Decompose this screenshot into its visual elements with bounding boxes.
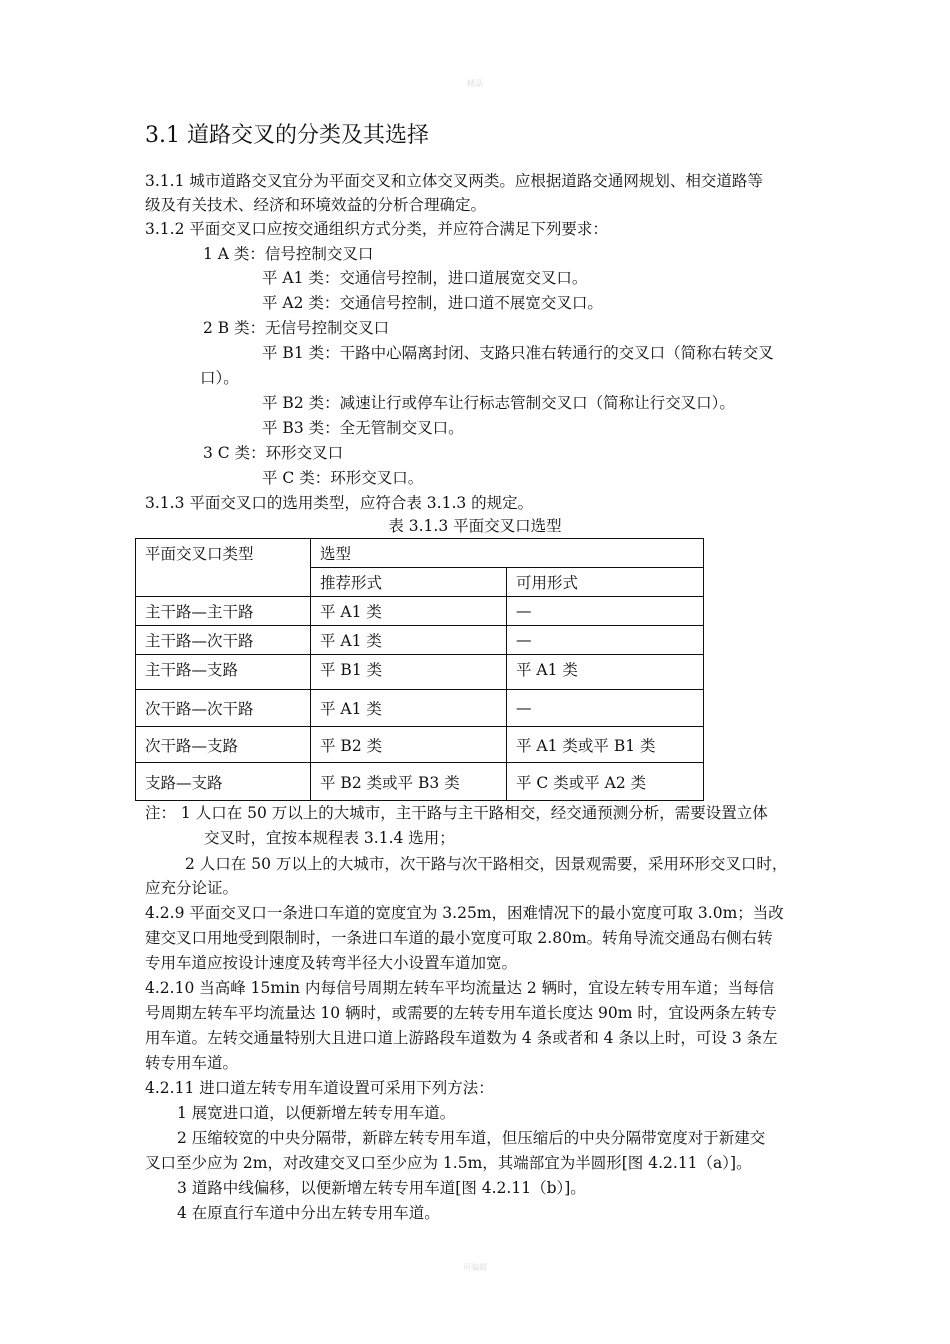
list-item: 2 压缩较宽的中央分隔带，新辟左转专用车道，但压缩后的中央分隔带宽度对于新建交 [177, 1129, 766, 1147]
table-header-recommended: 推荐形式 [311, 568, 507, 597]
watermark-bottom: 可编辑 [463, 1263, 487, 1272]
list-item: 平 B3 类：全无管制交叉口。 [262, 419, 464, 437]
table-row [136, 763, 704, 801]
table-row [136, 655, 704, 690]
paragraph-line: 3.1.3 平面交叉口的选用类型，应符合表 3.1.3 的规定。 [145, 494, 534, 512]
selection-table [135, 538, 704, 801]
note-line: 交叉时，宜按本规程表 3.1.4 选用； [204, 829, 455, 847]
table-cell: 平 A1 类 [507, 655, 704, 690]
note-line: 应充分论证。 [145, 879, 239, 897]
list-item-continuation: 口）。 [200, 369, 239, 387]
table-cell: 支路—支路 [136, 763, 311, 801]
table-cell: — [507, 597, 704, 626]
list-item-continuation: 叉口至少应为 2m，对改建交叉口至少应为 1.5m，其端部宜为半圆形[图 4.2.11（a）]。 [145, 1154, 752, 1172]
list-item: 平 A1 类：交通信号控制，进口道展宽交叉口。 [262, 269, 588, 287]
table-header-available: 可用形式 [507, 568, 704, 597]
table-row [136, 597, 704, 626]
table-header-selection: 选型 [311, 539, 704, 568]
list-item: 1 A 类：信号控制交叉口 [203, 245, 374, 263]
table-cell: 次干路—支路 [136, 727, 311, 763]
paragraph-line: 4.2.11 进口道左转专用车道设置可采用下列方法： [145, 1079, 494, 1097]
list-item: 平 C 类：环形交叉口。 [262, 469, 424, 487]
table-cell: 平 B1 类 [311, 655, 507, 690]
table-header-type: 平面交叉口类型 [136, 539, 311, 597]
table-caption: 表 3.1.3 平面交叉口选型 [388, 517, 562, 535]
page-title: 3.1 道路交叉的分类及其选择 [145, 123, 429, 148]
paragraph-line: 号周期左转车平均流量达 10 辆时，或需要的左转专用车道长度达 90m 时，宜设两条左转专 [145, 1004, 777, 1022]
list-item: 3 C 类：环形交叉口 [203, 444, 344, 462]
table-cell: 平 B2 类或平 B3 类 [311, 763, 507, 801]
list-item: 3 道路中线偏移，以便新增左转专用车道[图 4.2.11（b）]。 [177, 1179, 586, 1197]
table-row [136, 727, 704, 763]
paragraph-line: 4.2.9 平面交叉口一条进口车道的宽度宜为 3.25m，困难情况下的最小宽度可取 3.0m；当改 [145, 904, 784, 922]
table-cell: — [507, 690, 704, 727]
table-cell: 次干路—次干路 [136, 690, 311, 727]
watermark-top: 精品 [467, 79, 483, 88]
list-item: 4 在原直行车道中分出左转专用车道。 [177, 1204, 440, 1222]
paragraph-line: 专用车道应按设计速度及转弯半径大小设置车道加宽。 [145, 954, 518, 972]
table-row [136, 626, 704, 655]
paragraph-line: 级及有关技术、经济和环境效益的分析合理确定。 [145, 196, 487, 214]
table-cell: 主干路—主干路 [136, 597, 311, 626]
paragraph-line: 用车道。左转交通量特别大且进口道上游路段车道数为 4 条或者和 4 条以上时，可设 3 条左 [145, 1029, 778, 1047]
paragraph-line: 转专用车道。 [145, 1054, 239, 1072]
table-cell: 平 A1 类或平 B1 类 [507, 727, 704, 763]
note-line: 2 人口在 50 万以上的大城市，次干路与次干路相交，因景观需要，采用环形交叉口时， [185, 855, 788, 873]
note-line: 注： 1 人口在 50 万以上的大城市，主干路与主干路相交，经交通预测分析，需要设置立体 [145, 804, 768, 822]
paragraph-line: 3.1.1 城市道路交叉宜分为平面交叉和立体交叉两类。应根据道路交通网规划、相交道路等 [145, 172, 763, 190]
paragraph-line: 4.2.10 当高峰 15min 内每信号周期左转车平均流量达 2 辆时，宜设左转专用车道；当每信 [145, 979, 775, 997]
list-item: 1 展宽进口道，以便新增左转专用车道。 [177, 1104, 456, 1122]
list-item: 平 A2 类：交通信号控制，进口道不展宽交叉口。 [262, 294, 603, 312]
table-cell: 平 B2 类 [311, 727, 507, 763]
table-cell: 平 A1 类 [311, 690, 507, 727]
table-cell: 主干路—次干路 [136, 626, 311, 655]
table-cell: 平 A1 类 [311, 597, 507, 626]
table-cell: 平 A1 类 [311, 626, 507, 655]
paragraph-line: 建交叉口用地受到限制时，一条进口车道的最小宽度可取 2.80m。转角导流交通岛右侧右转 [145, 929, 773, 947]
table-cell: — [507, 626, 704, 655]
list-item: 平 B2 类：减速让行或停车让行标志管制交叉口（简称让行交叉口）。 [262, 394, 735, 412]
list-item: 平 B1 类：干路中心隔离封闭、支路只准右转通行的交叉口（简称右转交叉 [262, 344, 774, 362]
table-cell: 平 C 类或平 A2 类 [507, 763, 704, 801]
list-item: 2 B 类：无信号控制交叉口 [203, 319, 390, 337]
table-row [136, 690, 704, 727]
table-cell: 主干路—支路 [136, 655, 311, 690]
paragraph-line: 3.1.2 平面交叉口应按交通组织方式分类，并应符合满足下列要求： [145, 220, 608, 238]
